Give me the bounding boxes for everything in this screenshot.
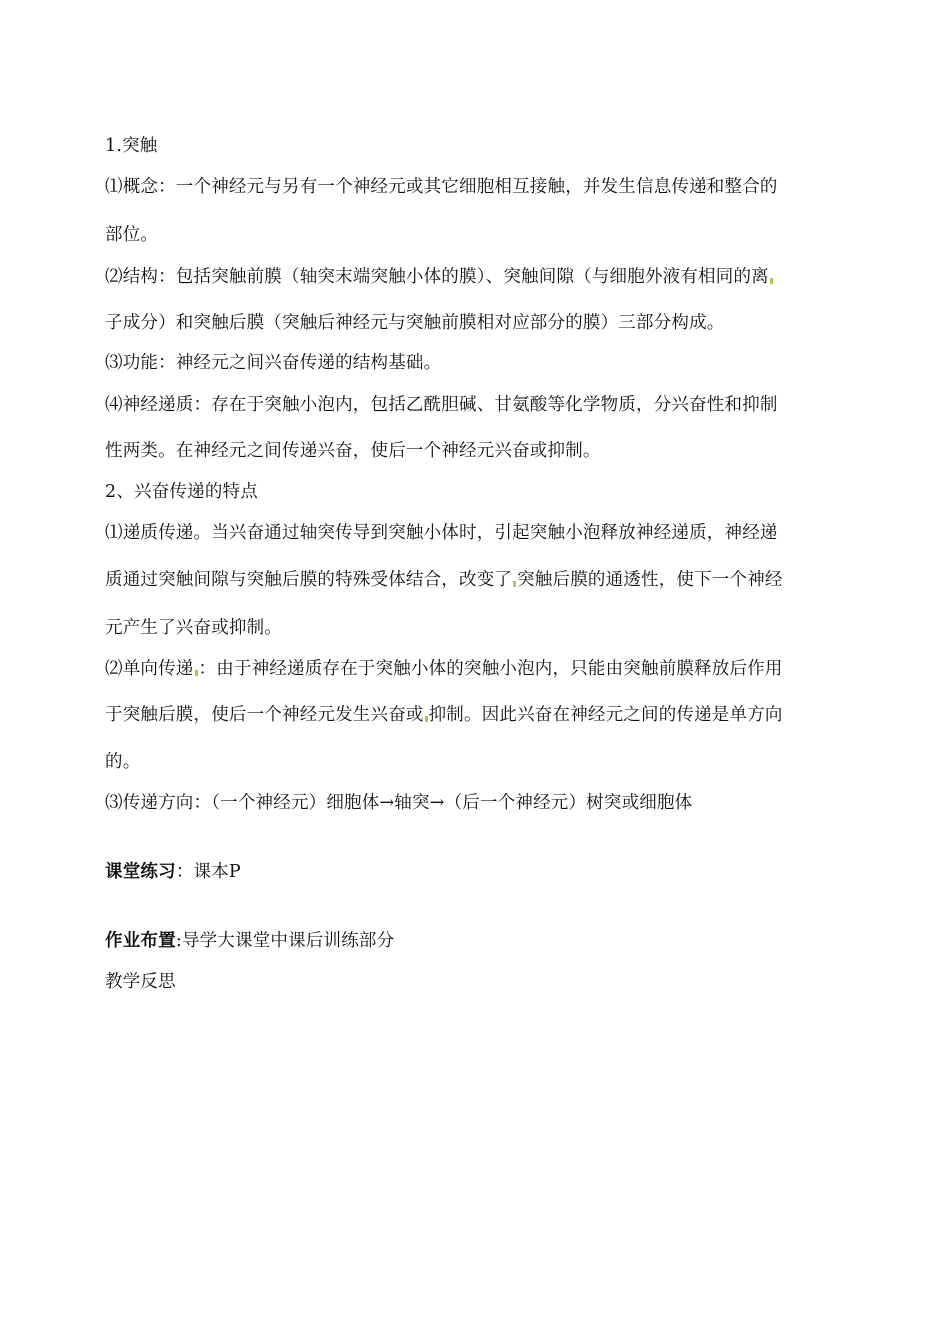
p1-line-2-part-a: 质通过突触间隙与突触后膜的特殊受体结合，改变了 <box>105 570 513 590</box>
homework-label: 作业布置 <box>105 931 176 951</box>
p2-line-1-part-a: ⑵单向传递 <box>105 659 194 679</box>
p3-line: ⑶传递方向：（一个神经元）细胞体→轴突→（后一个神经元）树突或细胞体 <box>105 793 693 813</box>
practice-text: ：课本P <box>175 862 241 882</box>
p1-line-3: 元产生了兴奋或抑制。 <box>105 618 282 638</box>
section-2-heading: 2、兴奋传递的特点 <box>105 482 258 502</box>
concept-line-2: 部位。 <box>105 225 159 245</box>
transmitter-line-1: ⑷神经递质：存在于突触小泡内，包括乙酰胆碱、甘氨酸等化学物质，分兴奋性和抑制 <box>105 395 778 415</box>
practice-line <box>105 860 241 884</box>
p2-line-2-part-a: 于突触后膜，使后一个神经元发生兴奋或 <box>105 705 424 725</box>
function-line: ⑶功能：神经元之间兴奋传递的结构基础。 <box>105 353 442 373</box>
p1-line-2 <box>105 568 783 592</box>
concept-line-1: ⑴概念：一个神经元与另有一个神经元或其它细胞相互接触，并发生信息传递和整合的 <box>105 177 778 197</box>
edit-marker <box>770 278 773 284</box>
p2-line-2 <box>105 703 783 727</box>
p2-line-2-part-b: 抑制。因此兴奋在神经元之间的传递是单方向 <box>428 705 783 725</box>
p2-line-1-part-b: ：由于神经递质存在于突触小体的突触小泡内，只能由突触前膜释放后作用 <box>198 659 783 679</box>
structure-line-1 <box>105 265 774 289</box>
homework-line <box>105 929 394 953</box>
structure-line-1-text: ⑵结构：包括突触前膜（轴突末端突触小体的膜）、突触间隙（与细胞外液有相同的离 <box>105 267 769 287</box>
edit-marker <box>195 670 198 676</box>
transmitter-line-2: 性两类。在神经元之间传递兴奋，使后一个神经元兴奋或抑制。 <box>105 441 601 461</box>
reflection-line: 教学反思 <box>105 972 176 992</box>
section-1-heading: 1.突触 <box>105 136 158 156</box>
homework-text: :导学大课堂中课后训练部分 <box>175 931 395 951</box>
p2-line-1 <box>105 657 783 681</box>
edit-marker <box>513 581 516 587</box>
edit-marker <box>425 716 428 722</box>
practice-label: 课堂练习 <box>105 862 176 882</box>
p1-line-2-part-b: 突触后膜的通透性，使下一个神经 <box>517 570 783 590</box>
structure-line-2: 子成分）和突触后膜（突触后神经元与突触前膜相对应部分的膜）三部分构成。 <box>105 313 725 333</box>
p2-line-3: 的。 <box>105 752 141 772</box>
p1-line-1: ⑴递质传递。当兴奋通过轴突传导到突触小体时，引起突触小泡释放神经递质，神经递 <box>105 523 778 543</box>
